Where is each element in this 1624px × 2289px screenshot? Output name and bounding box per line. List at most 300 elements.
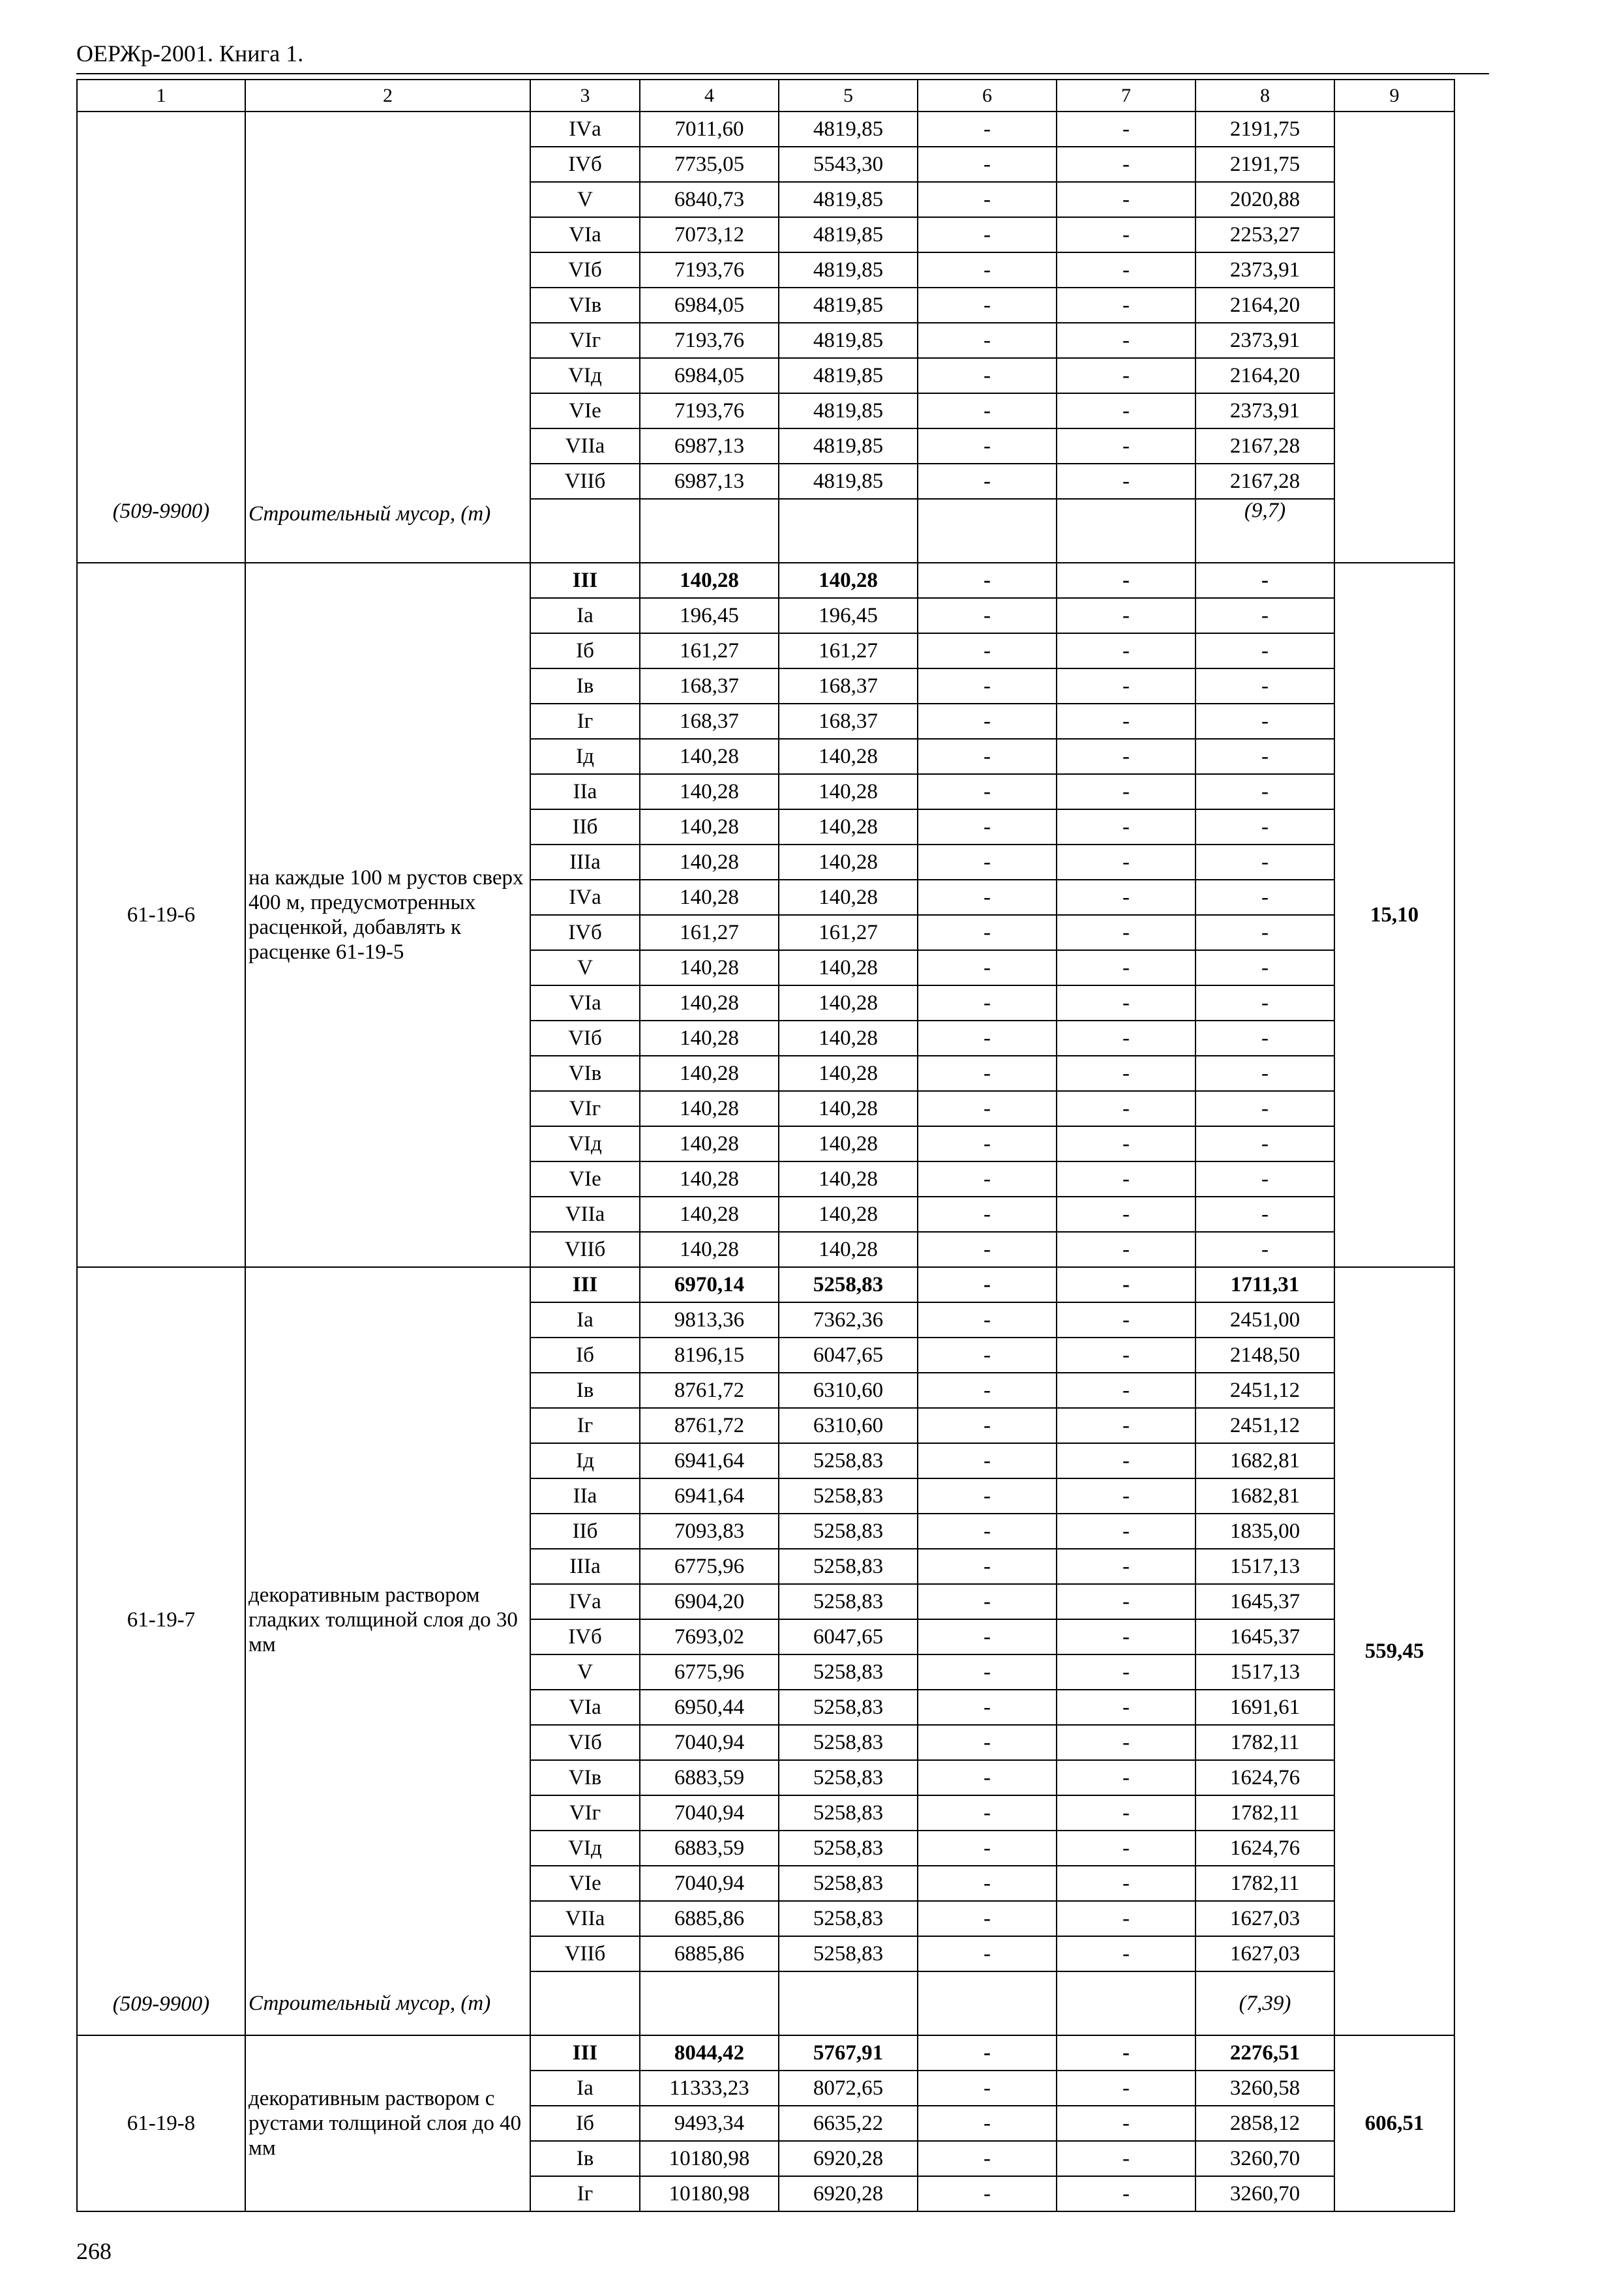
value-cell: 7011,60 (640, 112, 779, 147)
value-cell: VIIа (530, 1901, 640, 1936)
value-cell: VIг (530, 1795, 640, 1831)
code-cell (77, 428, 245, 464)
value-cell: 140,28 (779, 774, 918, 809)
value-cell: 2148,50 (1195, 1338, 1334, 1373)
value-cell: 140,28 (640, 1161, 779, 1197)
value-cell: - (1057, 1408, 1195, 1443)
value-cell: 7193,76 (640, 393, 779, 428)
value-cell: 140,28 (779, 985, 918, 1021)
value-cell: 1645,37 (1195, 1619, 1334, 1654)
value-cell: - (1057, 1901, 1195, 1936)
value-cell: 6941,64 (640, 1478, 779, 1514)
value-cell: V (530, 950, 640, 985)
value-cell (1057, 499, 1195, 563)
value-cell: - (918, 1831, 1057, 1866)
value-cell: - (1057, 1690, 1195, 1725)
value-cell: 2164,20 (1195, 358, 1334, 393)
code-cell (77, 252, 245, 288)
value-cell (530, 1971, 640, 2035)
value-cell: 4819,85 (779, 323, 918, 358)
value-cell: - (1057, 915, 1195, 950)
waste-row (77, 1971, 1454, 2035)
waste-code-cell (77, 499, 245, 563)
value-cell: - (1057, 182, 1195, 217)
value-cell: 140,28 (640, 1126, 779, 1161)
total-cell (1334, 252, 1454, 288)
value-cell: VIIа (530, 428, 640, 464)
value-cell: - (1057, 2106, 1195, 2141)
value-cell: 5543,30 (779, 147, 918, 182)
value-cell: Iб (530, 633, 640, 668)
value-cell: 3260,70 (1195, 2176, 1334, 2211)
value-cell: Iв (530, 668, 640, 704)
page-number: 268 (76, 2238, 112, 2264)
value-cell: 7093,83 (640, 1514, 779, 1549)
rates-table (76, 79, 1455, 2212)
value-cell: 10180,98 (640, 2141, 779, 2176)
table-row (77, 1267, 1454, 1302)
value-cell: 4819,85 (779, 112, 918, 147)
value-cell: 1835,00 (1195, 1514, 1334, 1549)
value-cell: - (1057, 950, 1195, 985)
value-cell: VIе (530, 393, 640, 428)
value-cell: - (1195, 880, 1334, 915)
description-cell (245, 464, 530, 499)
value-cell: Iд (530, 739, 640, 774)
value-cell: - (918, 1056, 1057, 1091)
table-row (77, 393, 1454, 428)
value-cell: 7735,05 (640, 147, 779, 182)
total-cell (1334, 358, 1454, 393)
value-cell: - (1195, 1197, 1334, 1232)
code-cell (77, 323, 245, 358)
value-cell: - (918, 464, 1057, 499)
value-cell: - (1057, 985, 1195, 1021)
value-cell: 2191,75 (1195, 112, 1334, 147)
value-cell: 6920,28 (779, 2176, 918, 2211)
waste-code: (509-9900) (112, 1992, 210, 2016)
value-cell: - (1057, 1056, 1195, 1091)
value-cell: IIа (530, 1478, 640, 1514)
value-cell: - (918, 1161, 1057, 1197)
value-cell: 6984,05 (640, 288, 779, 323)
value-cell: - (918, 1795, 1057, 1831)
value-cell: 168,37 (779, 668, 918, 704)
description-cell (245, 182, 530, 217)
value-cell: 140,28 (779, 1021, 918, 1056)
value-cell: - (1195, 704, 1334, 739)
value-cell: - (1195, 1161, 1334, 1197)
value-cell: 6047,65 (779, 1338, 918, 1373)
value-cell: 140,28 (640, 985, 779, 1021)
value-cell: - (1057, 1232, 1195, 1267)
value-cell: 168,37 (640, 668, 779, 704)
value-cell: 4819,85 (779, 358, 918, 393)
value-cell: - (1057, 633, 1195, 668)
value-cell: Iв (530, 1373, 640, 1408)
value-cell: III (530, 2035, 640, 2071)
value-cell: 6310,60 (779, 1408, 918, 1443)
table-row (77, 563, 1454, 598)
value-cell: - (918, 393, 1057, 428)
value-cell: VIIа (530, 1197, 640, 1232)
value-cell: - (1195, 633, 1334, 668)
table-row (77, 182, 1454, 217)
value-cell: VIа (530, 217, 640, 252)
value-cell: - (918, 1232, 1057, 1267)
value-cell: - (918, 985, 1057, 1021)
value-cell: - (1057, 2141, 1195, 2176)
value-cell: 6885,86 (640, 1901, 779, 1936)
total-cell (1334, 428, 1454, 464)
value-cell: 140,28 (779, 950, 918, 985)
value-cell: IVб (530, 1619, 640, 1654)
value-cell: 4819,85 (779, 464, 918, 499)
value-cell: 5258,83 (779, 1443, 918, 1478)
value-cell: 1517,13 (1195, 1549, 1334, 1584)
description-cell: декоративным раствором с рустами толщиной слоя до 40 мм (245, 2035, 530, 2211)
value-cell: - (1057, 147, 1195, 182)
value-cell: 4819,85 (779, 393, 918, 428)
value-cell: 196,45 (640, 598, 779, 633)
waste-row (77, 499, 1454, 563)
value-cell: 140,28 (640, 809, 779, 845)
value-cell: 6987,13 (640, 464, 779, 499)
value-cell: 4819,85 (779, 288, 918, 323)
table-row (77, 288, 1454, 323)
value-cell: Iб (530, 1338, 640, 1373)
value-cell: - (918, 1936, 1057, 1971)
value-cell: 140,28 (640, 739, 779, 774)
value-cell: - (1057, 1267, 1195, 1302)
value-cell: - (1057, 323, 1195, 358)
value-cell: 1782,11 (1195, 1725, 1334, 1760)
waste-code-cell (77, 1971, 245, 2035)
value-cell: - (1057, 1197, 1195, 1232)
value-cell: 2253,27 (1195, 217, 1334, 252)
value-cell: - (918, 633, 1057, 668)
table-row (77, 464, 1454, 499)
total-cell (1334, 147, 1454, 182)
table-row (77, 323, 1454, 358)
value-cell: - (918, 1619, 1057, 1654)
value-cell: 1782,11 (1195, 1866, 1334, 1901)
value-cell: 9493,34 (640, 2106, 779, 2141)
value-cell: - (1057, 393, 1195, 428)
value-cell: - (918, 1126, 1057, 1161)
value-cell: 3260,70 (1195, 2141, 1334, 2176)
value-cell: IIб (530, 1514, 640, 1549)
total-cell (1334, 464, 1454, 499)
value-cell: - (1195, 950, 1334, 985)
value-cell: III (530, 563, 640, 598)
value-cell: 11333,23 (640, 2071, 779, 2106)
total-cell (1334, 112, 1454, 147)
value-cell: - (1057, 1584, 1195, 1619)
value-cell: 161,27 (640, 915, 779, 950)
value-cell: 7693,02 (640, 1619, 779, 1654)
value-cell: - (918, 563, 1057, 598)
total-cell: 559,45 (1334, 1267, 1454, 2035)
value-cell: - (1057, 358, 1195, 393)
value-cell: VIг (530, 1091, 640, 1126)
value-cell (779, 499, 918, 563)
code-cell: 61-19-7 (77, 1267, 245, 1971)
header-rule (76, 73, 1489, 74)
value-cell: IVб (530, 147, 640, 182)
value-cell (779, 1971, 918, 2035)
value-cell: - (1057, 1549, 1195, 1584)
value-cell: 2276,51 (1195, 2035, 1334, 2071)
value-cell: - (918, 428, 1057, 464)
value-cell: 140,28 (779, 880, 918, 915)
value-cell: - (1057, 1795, 1195, 1831)
value-cell: 8761,72 (640, 1373, 779, 1408)
value-cell: - (1057, 1021, 1195, 1056)
value-cell: 8761,72 (640, 1408, 779, 1443)
value-cell: 140,28 (640, 950, 779, 985)
code-cell: 61-19-6 (77, 563, 245, 1267)
value-cell: VIг (530, 323, 640, 358)
value-cell: VIб (530, 1725, 640, 1760)
table-row (77, 2035, 1454, 2071)
value-cell: - (918, 1338, 1057, 1373)
value-cell: 6987,13 (640, 428, 779, 464)
value-cell: 7193,76 (640, 323, 779, 358)
value-cell: - (1195, 845, 1334, 880)
description-cell (245, 358, 530, 393)
value-cell: 161,27 (779, 633, 918, 668)
value-cell: - (1057, 598, 1195, 633)
value-cell: - (1057, 1514, 1195, 1549)
value-cell: 5258,83 (779, 1478, 918, 1514)
value-cell: - (1195, 1091, 1334, 1126)
value-cell: 2164,20 (1195, 288, 1334, 323)
column-header: 5 (779, 80, 918, 112)
value-cell: 140,28 (779, 1056, 918, 1091)
value-cell: 140,28 (779, 1197, 918, 1232)
value-cell: 140,28 (779, 1161, 918, 1197)
value-cell: IVа (530, 880, 640, 915)
value-cell: Iа (530, 2071, 640, 2106)
value-cell: - (1195, 915, 1334, 950)
waste-label: Строительный мусор, (т) (248, 502, 491, 526)
value-cell: Iг (530, 2176, 640, 2211)
value-cell: - (1057, 288, 1195, 323)
value-cell: Iд (530, 1443, 640, 1478)
value-cell (918, 499, 1057, 563)
code-cell (77, 112, 245, 147)
value-cell: 140,28 (640, 774, 779, 809)
code-cell (77, 217, 245, 252)
description-cell: декоративным раствором гладких толщиной слоя до 30 мм (245, 1267, 530, 1971)
value-cell: 8044,42 (640, 2035, 779, 2071)
value-cell: - (1057, 563, 1195, 598)
value-cell (918, 1971, 1057, 2035)
value-cell: IIа (530, 774, 640, 809)
total-cell (1334, 288, 1454, 323)
total-cell: 606,51 (1334, 2035, 1454, 2211)
value-cell: VIв (530, 1056, 640, 1091)
value-cell: - (918, 1514, 1057, 1549)
value-cell: III (530, 1267, 640, 1302)
value-cell: 140,28 (779, 1232, 918, 1267)
value-cell: 2373,91 (1195, 323, 1334, 358)
value-cell: 5258,83 (779, 1831, 918, 1866)
value-cell: - (1057, 428, 1195, 464)
description-cell: на каждые 100 м рустов сверх 400 м, предусмотренных расценкой, добавлять к расценке 61-19-5 (245, 563, 530, 1267)
value-cell: Iа (530, 1302, 640, 1338)
value-cell: 140,28 (779, 563, 918, 598)
code-cell (77, 147, 245, 182)
value-cell: 2191,75 (1195, 147, 1334, 182)
value-cell: - (918, 252, 1057, 288)
value-cell: - (1195, 809, 1334, 845)
value-cell: 8072,65 (779, 2071, 918, 2106)
description-cell (245, 393, 530, 428)
value-cell: VIIб (530, 1936, 640, 1971)
total-cell (1334, 182, 1454, 217)
value-cell: 2167,28 (1195, 464, 1334, 499)
total-cell (1334, 217, 1454, 252)
value-cell: 1711,31 (1195, 1267, 1334, 1302)
value-cell: - (918, 1443, 1057, 1478)
table-row (77, 252, 1454, 288)
value-cell: - (1057, 217, 1195, 252)
description-cell (245, 323, 530, 358)
value-cell: - (918, 1584, 1057, 1619)
value-cell: 4819,85 (779, 217, 918, 252)
value-cell: - (1057, 2176, 1195, 2211)
description-cell (245, 288, 530, 323)
value-cell: - (1057, 1760, 1195, 1795)
value-cell: - (1057, 704, 1195, 739)
value-cell: 6775,96 (640, 1549, 779, 1584)
value-cell: 5258,83 (779, 1725, 918, 1760)
value-cell: 168,37 (779, 704, 918, 739)
value-cell: 10180,98 (640, 2176, 779, 2211)
value-cell: 1782,11 (1195, 1795, 1334, 1831)
value-cell: 5258,83 (779, 1654, 918, 1690)
value-cell: Iг (530, 1408, 640, 1443)
value-cell: - (918, 1901, 1057, 1936)
value-cell: 2373,91 (1195, 393, 1334, 428)
value-cell: 161,27 (640, 633, 779, 668)
waste-code: (509-9900) (112, 500, 210, 523)
value-cell: - (918, 704, 1057, 739)
value-cell: 7040,94 (640, 1866, 779, 1901)
value-cell: - (1195, 774, 1334, 809)
value-cell: - (918, 1373, 1057, 1408)
value-cell: - (918, 2106, 1057, 2141)
value-cell: 1624,76 (1195, 1831, 1334, 1866)
value-cell: - (918, 1654, 1057, 1690)
column-header: 7 (1057, 80, 1195, 112)
value-cell: - (1195, 739, 1334, 774)
value-cell: - (1195, 1126, 1334, 1161)
value-cell: - (918, 323, 1057, 358)
value-cell: - (918, 112, 1057, 147)
value-cell: - (918, 1267, 1057, 1302)
value-cell: VIв (530, 1760, 640, 1795)
value-cell: - (1057, 1373, 1195, 1408)
value-cell: - (918, 1690, 1057, 1725)
value-cell: 140,28 (640, 845, 779, 880)
value-cell: 140,28 (640, 563, 779, 598)
value-cell: - (1057, 464, 1195, 499)
value-cell: 140,28 (640, 1091, 779, 1126)
value-cell: - (1195, 563, 1334, 598)
value-cell: V (530, 182, 640, 217)
value-cell: - (1057, 739, 1195, 774)
value-cell: 140,28 (640, 1197, 779, 1232)
value-cell: IVа (530, 112, 640, 147)
waste-label: Строительный мусор, (т) (248, 1991, 491, 2015)
value-cell: 6310,60 (779, 1373, 918, 1408)
value-cell: - (918, 668, 1057, 704)
value-cell: - (1057, 1302, 1195, 1338)
value-cell: - (1057, 1725, 1195, 1760)
value-cell: 6904,20 (640, 1584, 779, 1619)
value-cell: - (918, 288, 1057, 323)
value-cell: 2167,28 (1195, 428, 1334, 464)
value-cell: - (1195, 668, 1334, 704)
value-cell: 7362,36 (779, 1302, 918, 1338)
waste-label-cell (245, 499, 530, 563)
value-cell: 4819,85 (779, 182, 918, 217)
value-cell: VIа (530, 985, 640, 1021)
value-cell: VIIб (530, 1232, 640, 1267)
column-header: 2 (245, 80, 530, 112)
value-cell: - (1057, 1866, 1195, 1901)
value-cell: - (918, 182, 1057, 217)
value-cell: 168,37 (640, 704, 779, 739)
value-cell: IVб (530, 915, 640, 950)
value-cell: - (918, 1091, 1057, 1126)
value-cell: 6970,14 (640, 1267, 779, 1302)
value-cell: 5258,83 (779, 1690, 918, 1725)
total-cell (1334, 323, 1454, 358)
value-cell: - (918, 774, 1057, 809)
value-cell: 1645,37 (1195, 1584, 1334, 1619)
column-header: 3 (530, 80, 640, 112)
value-cell: 5258,83 (779, 1584, 918, 1619)
value-cell: 6883,59 (640, 1760, 779, 1795)
value-cell: - (918, 217, 1057, 252)
value-cell: - (918, 809, 1057, 845)
description-cell (245, 112, 530, 147)
column-header: 6 (918, 80, 1057, 112)
value-cell: - (1057, 1443, 1195, 1478)
value-cell: Iб (530, 2106, 640, 2141)
column-header-row (77, 80, 1454, 112)
value-cell: - (1057, 1619, 1195, 1654)
description-cell (245, 252, 530, 288)
value-cell (640, 1971, 779, 2035)
value-cell: 2020,88 (1195, 182, 1334, 217)
value-cell: 5258,83 (779, 1514, 918, 1549)
value-cell: 8196,15 (640, 1338, 779, 1373)
value-cell: - (918, 1478, 1057, 1514)
value-cell: - (918, 1760, 1057, 1795)
value-cell: 140,28 (640, 1056, 779, 1091)
value-cell: 7040,94 (640, 1795, 779, 1831)
value-cell: - (918, 1725, 1057, 1760)
value-cell: 9813,36 (640, 1302, 779, 1338)
value-cell: IIб (530, 809, 640, 845)
value-cell: - (1057, 252, 1195, 288)
value-cell: 5767,91 (779, 2035, 918, 2071)
